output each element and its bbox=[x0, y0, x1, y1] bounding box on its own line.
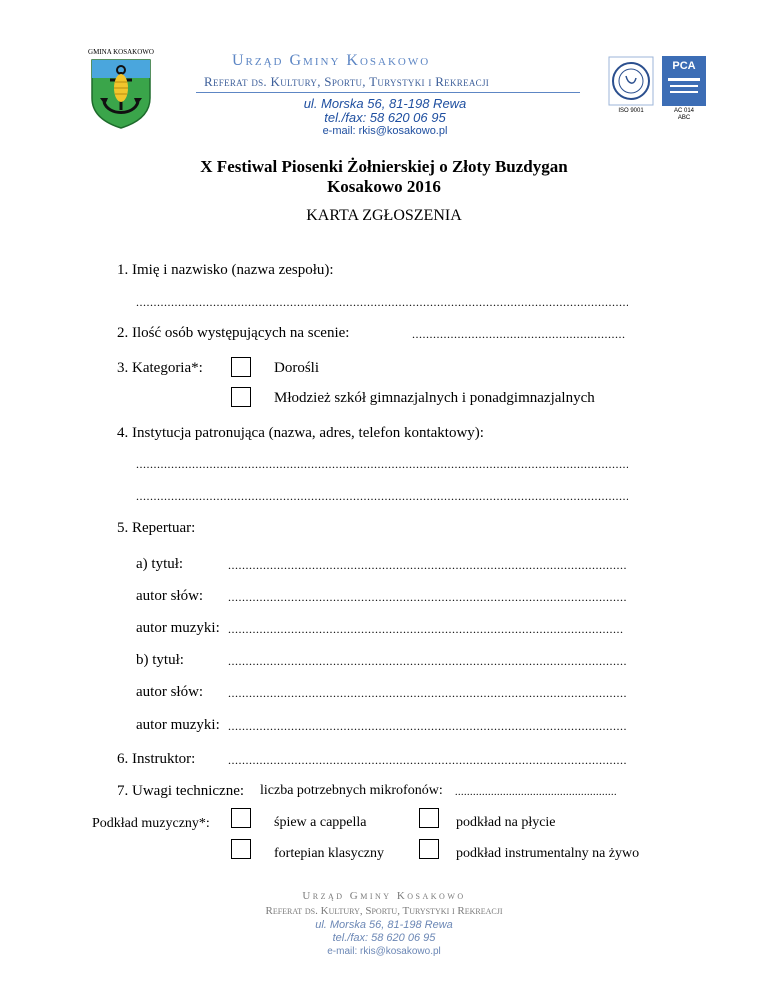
festival-title: X Festiwal Piosenki Żołnierskiej o Złoty Buzdygan bbox=[200, 157, 568, 176]
piano-label: fortepian klasyczny bbox=[274, 846, 385, 861]
category-adults-checkbox[interactable] bbox=[231, 357, 251, 377]
crest-label: GMINA KOSAKOWO bbox=[88, 48, 154, 56]
category-youth-checkbox[interactable] bbox=[231, 387, 251, 407]
acappella-checkbox[interactable] bbox=[231, 808, 251, 828]
acappella-label: śpiew a cappella bbox=[274, 815, 367, 830]
gmina-crest-logo bbox=[88, 48, 154, 130]
q2-count-field[interactable] bbox=[412, 327, 626, 342]
footer-address: ul. Morska 56, 81-198 Rewa bbox=[315, 919, 453, 931]
b-music-label: autor muzyki: bbox=[136, 717, 220, 733]
q7-mics-field[interactable] bbox=[455, 787, 617, 798]
footer-department: Referat ds. Kultury, Sportu, Turystyki i Rekreacji bbox=[265, 905, 503, 917]
a-music-label: autor muzyki: bbox=[136, 620, 220, 636]
header-phone: tel./fax: 58 620 06 95 bbox=[324, 110, 446, 125]
q7-mics-label: liczba potrzebnych mikrofonów: bbox=[260, 783, 443, 798]
pca-label: AC 014 bbox=[673, 108, 694, 114]
q6-instructor-field[interactable] bbox=[228, 753, 626, 768]
pca-sub: ABC bbox=[677, 115, 691, 121]
b-lyrics-field[interactable] bbox=[228, 686, 626, 701]
b-title-label: b) tytuł: bbox=[136, 652, 184, 668]
header-email: e-mail: rkis@kosakowo.pl bbox=[322, 125, 448, 137]
q1-name-field[interactable] bbox=[136, 295, 628, 310]
category-adults-label: Dorośli bbox=[274, 360, 319, 376]
iso-label: ISO 9001 bbox=[618, 108, 644, 114]
q4-institution-field-2[interactable] bbox=[136, 489, 628, 504]
cd-backing-checkbox[interactable] bbox=[419, 808, 439, 828]
crest-shield-icon bbox=[90, 58, 152, 130]
a-music-field[interactable] bbox=[228, 622, 624, 637]
q6-label: 6. Instruktor: bbox=[117, 751, 196, 767]
live-backing-checkbox[interactable] bbox=[419, 839, 439, 859]
a-lyrics-label: autor słów: bbox=[136, 588, 204, 604]
pca-accreditation-logo bbox=[662, 56, 706, 122]
q1-label: 1. Imię i nazwisko (nazwa zespołu): bbox=[117, 262, 334, 278]
backing-label: Podkład muzyczny*: bbox=[92, 816, 210, 831]
iso-certificate-logo bbox=[608, 56, 654, 120]
b-music-field[interactable] bbox=[228, 719, 626, 734]
a-lyrics-field[interactable] bbox=[228, 590, 626, 605]
q4-institution-field-1[interactable] bbox=[136, 457, 628, 472]
q7-label: 7. Uwagi techniczne: bbox=[117, 783, 245, 799]
pca-badge-icon bbox=[662, 56, 706, 106]
q3-label: 3. Kategoria*: bbox=[117, 360, 203, 376]
cd-backing-label: podkład na płycie bbox=[456, 815, 556, 830]
header-address: ul. Morska 56, 81-198 Rewa bbox=[303, 96, 467, 111]
footer-org-name: Urząd Gminy Kosakowo bbox=[302, 890, 466, 902]
festival-subtitle: Kosakowo 2016 bbox=[327, 177, 441, 196]
piano-checkbox[interactable] bbox=[231, 839, 251, 859]
q4-label: 4. Instytucja patronująca (nazwa, adres, telefon kontaktowy): bbox=[117, 425, 484, 441]
org-name: Urząd Gminy Kosakowo bbox=[232, 52, 431, 69]
b-title-field[interactable] bbox=[228, 654, 626, 669]
live-backing-label: podkład instrumentalny na żywo bbox=[456, 846, 640, 861]
category-youth-label: Młodzież szkół gimnazjalnych i ponadgimnazjalnych bbox=[274, 390, 595, 406]
form-title: KARTA ZGŁOSZENIA bbox=[306, 207, 462, 224]
footer-phone: tel./fax: 58 620 06 95 bbox=[332, 932, 436, 944]
b-lyrics-label: autor słów: bbox=[136, 684, 204, 700]
pca-logo-text: PCA bbox=[672, 60, 696, 72]
iso-seal-icon bbox=[608, 56, 654, 106]
header-divider bbox=[196, 92, 580, 93]
footer-email: e-mail: rkis@kosakowo.pl bbox=[327, 946, 441, 957]
department-name: Referat ds. Kultury, Sportu, Turystyki i Rekreacji bbox=[204, 74, 490, 89]
a-title-label: a) tytuł: bbox=[136, 556, 184, 572]
a-title-field[interactable] bbox=[228, 558, 626, 573]
q5-label: 5. Repertuar: bbox=[117, 520, 196, 536]
q2-label: 2. Ilość osób występujących na scenie: bbox=[117, 325, 350, 341]
